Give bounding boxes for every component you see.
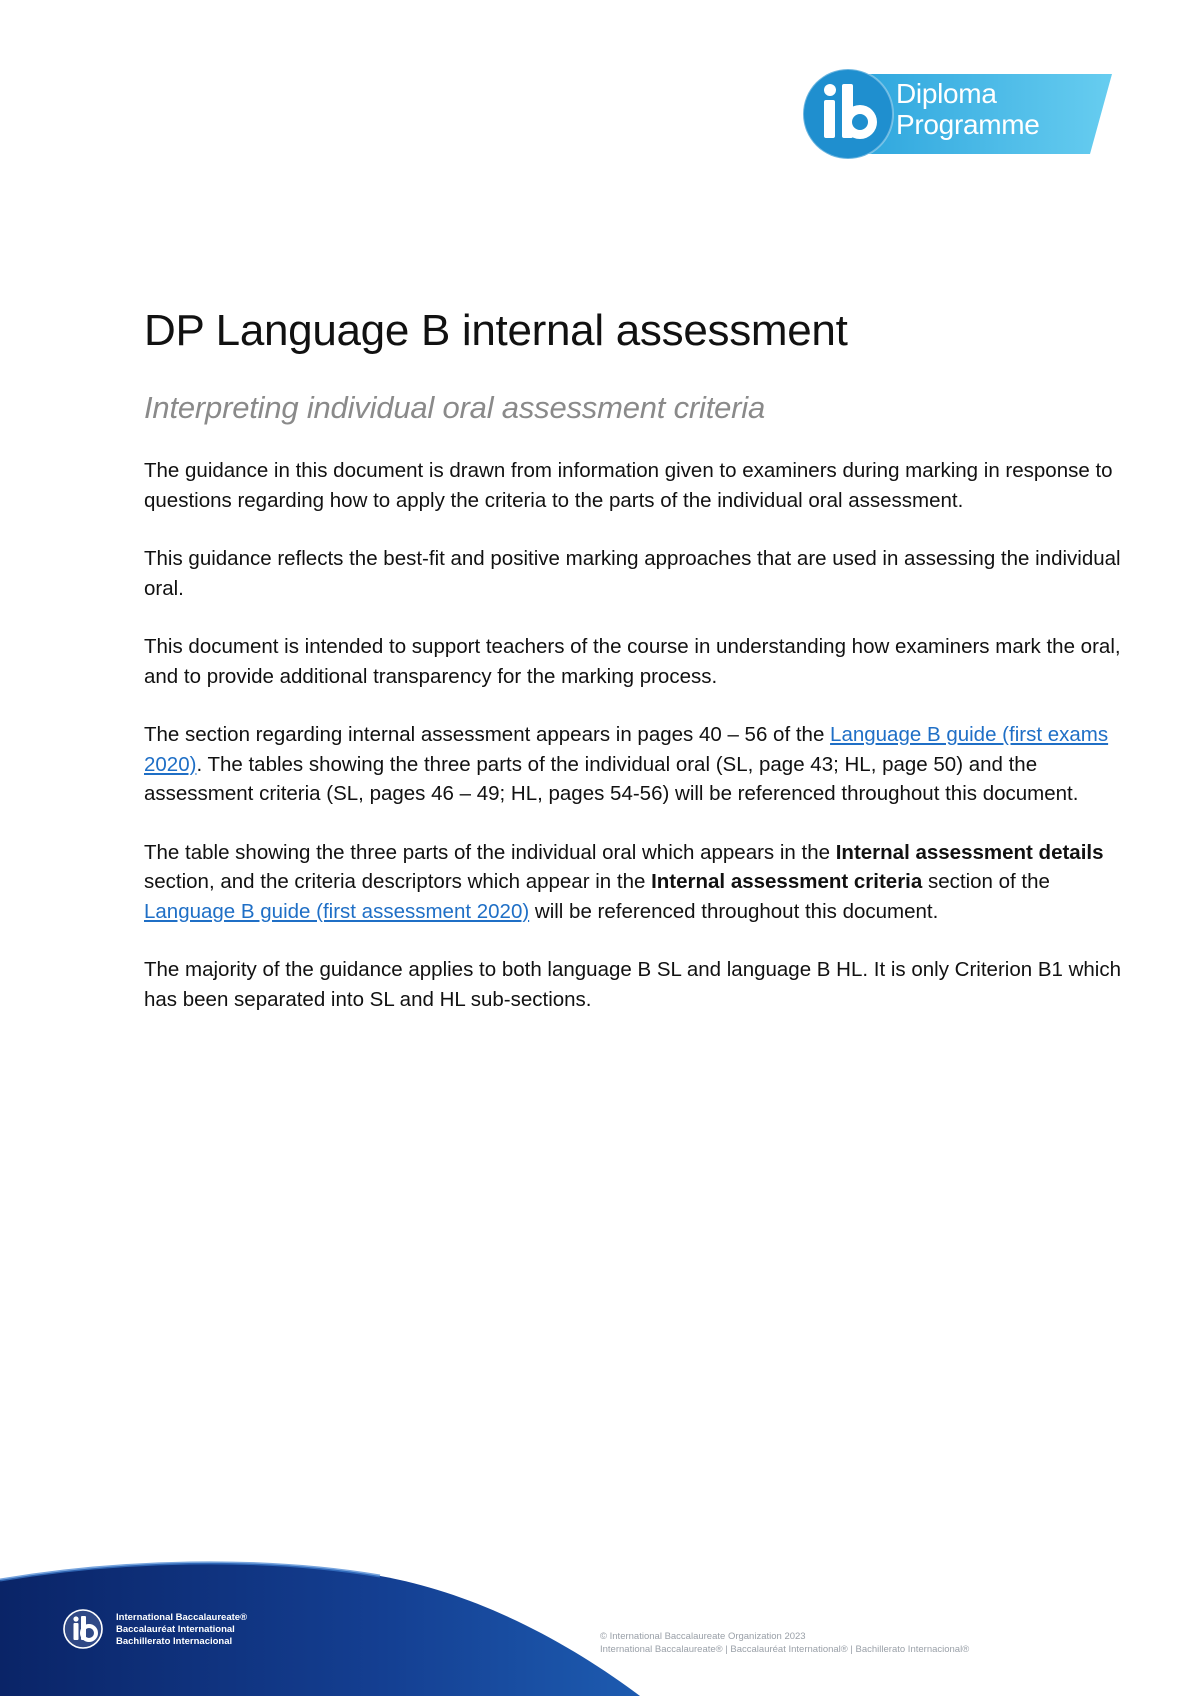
document-body — [144, 300, 1124, 1043]
language-b-guide-assessment-link[interactable]: Language B guide (first assessment 2020) — [144, 899, 530, 923]
bold-internal-assessment-criteria: Internal assessment criteria — [651, 870, 923, 893]
footer-ib-names — [116, 1612, 247, 1648]
page-subtitle: Interpreting individual oral assessment criteria — [144, 390, 766, 425]
paragraph-text: will be referenced throughout this document. — [529, 899, 939, 923]
paragraph-text: section of the — [922, 870, 1050, 893]
paragraph-table-references — [144, 838, 1124, 927]
logo-line-diploma: Diploma — [896, 78, 997, 109]
logo-wordmark — [896, 78, 1040, 140]
page-title: DP Language B internal assessment — [144, 306, 848, 355]
paragraph-text: The section regarding internal assessment appears in pages 40 – 56 of the — [144, 723, 831, 746]
footer-ib-emblem-icon — [62, 1608, 104, 1650]
logo-line-programme: Programme — [896, 109, 1040, 140]
footer-copyright-block — [600, 1630, 969, 1656]
footer-ib-name-fr: Baccalauréat International — [116, 1624, 235, 1635]
bold-internal-assessment-details: Internal assessment details — [835, 840, 1104, 864]
footer-ib-name-en: International Baccalaureate® — [116, 1612, 248, 1623]
paragraph-text: section, and the criteria descriptors which appear in the — [144, 870, 652, 893]
paragraph-guidance-source: The guidance in this document is drawn from information given to examiners during marking in response to questions regarding how to apply the criteria to the parts of the individual oral assessment. — [144, 459, 1113, 512]
paragraph-text: . The tables showing the three parts of the individual oral (SL, page 43; HL, page 50) and the assessment criteria (SL, pages 46 – 49; HL, pages 54-56) will be referenced throughout this document. — [144, 752, 1079, 805]
diploma-programme-logo — [800, 66, 1112, 162]
paragraph-text: The table showing the three parts of the individual oral which appears in the — [144, 840, 836, 864]
paragraph-sl-hl-scope: The majority of the guidance applies to both language B SL and language B HL. It is only Criterion B1 which has been separated into SL and HL sub-sections. — [144, 958, 1122, 1011]
paragraph-list — [144, 456, 1124, 1014]
language-b-guide-link[interactable]: Language B guide (first exams 2020) — [144, 723, 1109, 776]
footer-trademarks: International Baccalaureate® | Baccalauréat International® | Bachillerato Internacional® — [600, 1644, 970, 1655]
page-footer — [0, 1546, 1200, 1696]
footer-ib-name-es: Bachillerato Internacional — [116, 1636, 233, 1647]
paragraph-guide-pages — [144, 720, 1124, 809]
footer-copyright: © International Baccalaureate Organization 2023 — [600, 1631, 806, 1642]
paragraph-purpose: This document is intended to support teachers of the course in understanding how examiners mark the oral, and to provide additional transparency for the marking process. — [144, 635, 1121, 688]
paragraph-best-fit: This guidance reflects the best-fit and positive marking approaches that are used in assessing the individual oral. — [144, 547, 1121, 600]
